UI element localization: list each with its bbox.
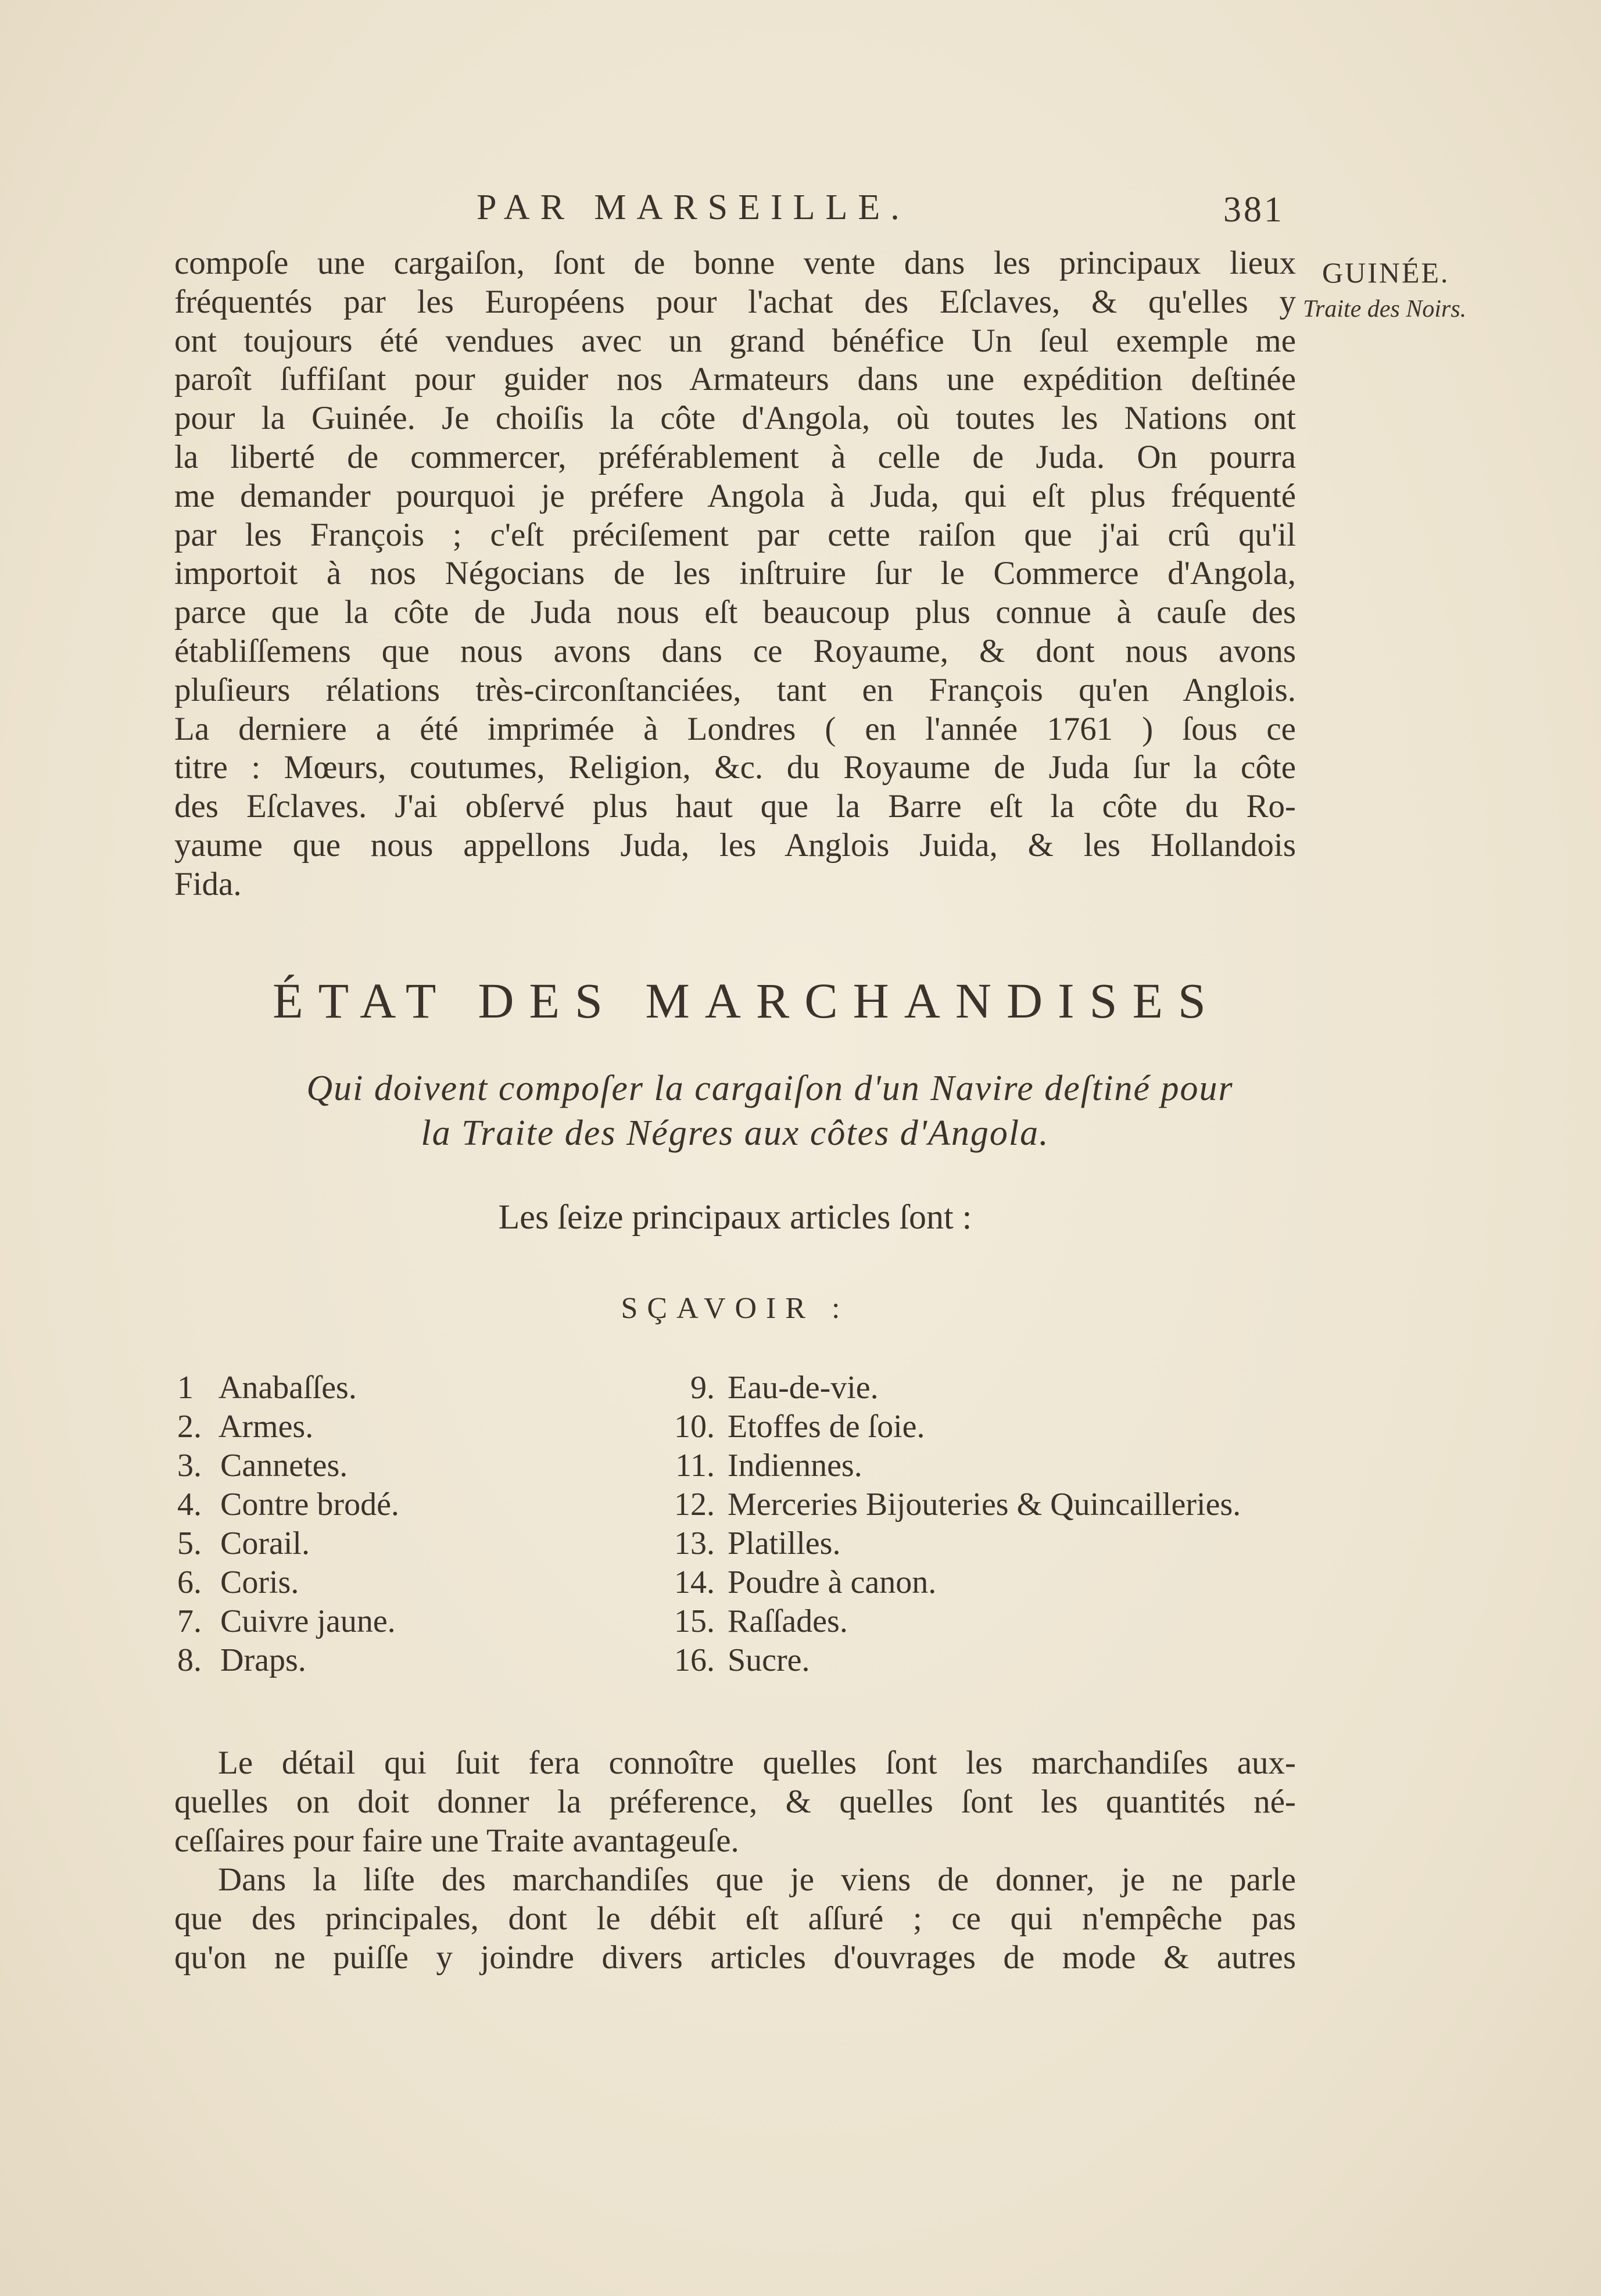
text-line: ont toujours été vendues avec un grand bénéfice Un ſeul exemple me [174,322,1296,359]
text-line: pour la Guinée. Je choiſis la côte d'Angola, où toutes les Nations ont [174,400,1296,437]
text-line: Dans la liſte des marchandiſes que je viens de donner, je ne parle [218,1861,1296,1898]
text-line: fréquentés par les Européens pour l'achat des Eſclaves, & qu'elles y [174,283,1296,320]
text-line: pluſieurs rélations très-circonſtanciées, tant en François qu'en Anglois. [174,671,1296,708]
list-item: 2. Armes. [177,1409,314,1445]
text-line: titre : Mœurs, coutumes, Religion, &c. du Royaume de Juda ſur la côte [174,749,1296,786]
text-line: La derniere a été imprimée à Londres ( en l'année 1761 ) ſous ce [174,710,1296,747]
text-line: ceſſaires pour faire une Traite avantageuſe. [174,1822,739,1859]
paragraph-1 [174,244,1296,904]
text-line: des Eſclaves. J'ai obſervé plus haut que la Barre eſt la côte du Ro- [174,788,1296,825]
text-line: Le détail qui ſuit fera connoître quelles ſont les marchandiſes aux- [218,1745,1296,1781]
scavoir-heading: SÇAVOIR : [621,1292,850,1325]
list-item: 13. Platilles. [674,1525,841,1561]
text-line: paroît ſuffiſant pour guider nos Armateurs dans une expédition deſtinée [174,361,1296,398]
list-item: 4. Contre brodé. [177,1487,399,1523]
text-line: établiſſemens que nous avons dans ce Royaume, & dont nous avons [174,632,1296,669]
text-line: par les François ; c'eſt préciſement par cette raiſon que j'ai crû qu'il [174,516,1296,553]
text-line: Fida. [174,865,242,902]
running-head: PAR MARSEILLE. [477,188,910,227]
list-intro: Les ſeize principaux articles ſont : [498,1198,972,1236]
text-line: que des principales, dont le débit eſt aſſuré ; ce qui n'empêche pas [174,1900,1296,1937]
margin-note-region: GUINÉE. [1322,256,1450,289]
articles-list-right [633,1369,1241,1680]
list-item: 1 Anabaſſes. [177,1370,357,1406]
list-item: 16. Sucre. [674,1642,810,1678]
text-line: compoſe une cargaiſon, ſont de bonne vente dans les principaux lieux [174,245,1296,281]
articles-list-left [177,1369,399,1680]
text-line: la liberté de commercer, préférablement à celle de Juda. On pourra [174,438,1296,475]
list-item: 14. Poudre à canon. [674,1564,937,1600]
list-item: 6. Coris. [177,1564,299,1600]
text-line: qu'on ne puiſſe y joindre divers articles d'ouvrages de mode & autres [174,1939,1296,1976]
list-item: 9. Eau-de-vie. [690,1370,879,1406]
list-item: 10. Etoffes de ſoie. [674,1409,925,1445]
margin-note-topic: Traite des Noirs. [1303,296,1467,323]
section-title: ÉTAT DES MARCHANDISES [273,973,1221,1029]
section-subtitle-line-2: la Traite des Négres aux côtes d'Angola. [421,1113,1050,1153]
list-item: 12. Merceries Bijouteries & Quincailleries. [674,1487,1241,1523]
text-line: me demander pourquoi je préfere Angola à Juda, qui eſt plus fréquenté [174,477,1296,514]
page-number: 381 [1223,190,1284,230]
list-item: 3. Cannetes. [177,1448,348,1484]
text-line: yaume que nous appellons Juda, les Anglois Juida, & les Hollandois [174,826,1296,864]
text-line: quelles on doit donner la préference, & quelles ſont les quantités né- [174,1783,1296,1820]
list-item: 15. Raſſades. [674,1603,848,1639]
list-item: 11. Indiennes. [675,1448,862,1484]
text-line: importoit à nos Négocians de les inſtruire ſur le Commerce d'Angola, [174,555,1296,592]
text-line: parce que la côte de Juda nous eſt beaucoup plus connue à cauſe des [174,594,1296,631]
section-subtitle-line-1: Qui doivent compoſer la cargaiſon d'un Navire deſtiné pour [306,1069,1234,1108]
list-item: 8. Draps. [177,1642,306,1678]
list-item: 7. Cuivre jaune. [177,1603,396,1639]
list-item: 5. Corail. [177,1525,310,1561]
paragraph-2 [174,1743,1296,1977]
